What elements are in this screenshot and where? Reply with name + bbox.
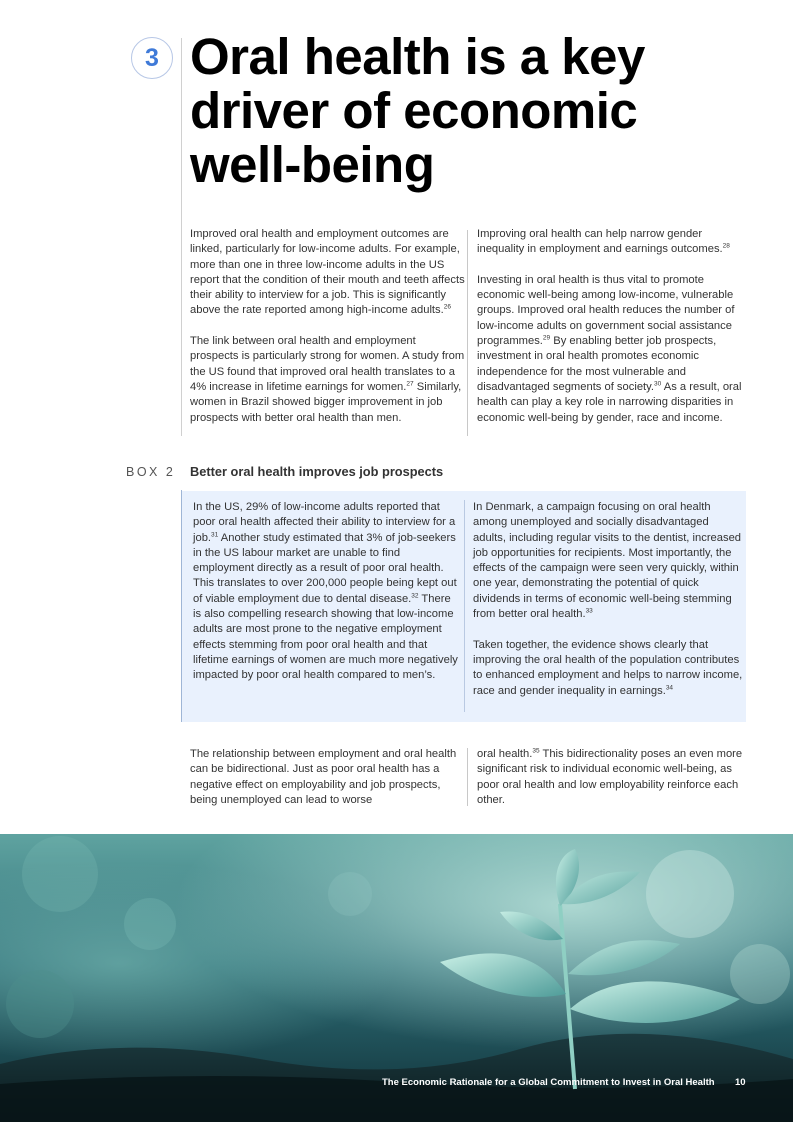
paragraph: Taken together, the evidence shows clearly that improving the oral health of the population contributes to enhanced employment and helps to narrow income, race and gender inequality in earnings.$^{34}$ [473,638,743,697]
paragraph: Investing in oral health is thus vital to promote economic well-being among low-income, vulnerable groups. Improved oral health reduces the number of low-income adults on government social assistance programmes.$^{29}$ By enabling better job prospects, investment in oral health promotes economic independence for the most vulnerable and disadvantaged segments of society.$^{30}$ As a result, oral health can play a key role in narrowing disparities in economic well-being by gender, race and income. [477,273,742,424]
footnote-ref[interactable]: 29 [542,334,551,342]
box-title: Better oral health improves job prospects [190,464,444,479]
footnote-ref[interactable]: 33 [585,607,593,615]
intro-right-column [477,227,752,426]
footnote-ref[interactable]: 28 [722,242,730,250]
chapter-rule [181,38,182,436]
paragraph: oral health.$^{35}$ This bidirectionality poses an even more significant risk to individual economic well-being, as poor oral health and low employability reinforce each other. [477,747,743,806]
closing-left-column [190,747,466,808]
footnote-ref[interactable]: 26 [443,303,451,311]
box-left-column [193,500,459,684]
box-column-divider [464,500,465,712]
page-number: 10 [735,1077,746,1088]
footnote-ref[interactable]: 34 [665,683,674,691]
footnote-ref[interactable]: 27 [406,380,414,388]
box-label: BOX 2 [126,465,176,479]
footer-title: The Economic Rationale for a Global Commitment to Invest in Oral Health [382,1077,715,1088]
closing-right-column [477,747,747,808]
chapter-number-badge: 3 [131,37,173,79]
box-right-column [473,500,743,699]
paragraph: In the US, 29% of low-income adults reported that poor oral health affected their ability to interview for a job.$^{31}$ Another study estimated that 3% of job-seekers in the US labour market are unable to find employment directly as a result of poor oral health. This translates to over 200,000 people being kept out of viable employment due to dental disease.$^{32}$ There is also compelling research showing that low-income adults are most prone to the negative employment effects stemming from poor oral health and that lifetime earnings of women are much more negatively impacted by poor oral health compared to men’s. [193,501,458,682]
paragraph: Improving oral health can help narrow gender inequality in employment and earnings outcomes.$^{28}$ [477,228,730,256]
footnote-ref[interactable]: 31 [211,530,219,538]
paragraph: Improved oral health and employment outcomes are linked, particularly for low-income adults. For example, more than one in three low-income adults in the US report that the condition of their mouth and teeth affects their ability to interview for a job. This is significantly above the rate reported among high-income adults.$^{26}$ [190,228,465,317]
column-divider [467,230,468,436]
footnote-ref[interactable]: 32 [411,592,419,600]
paragraph: The link between oral health and employment prospects is particularly strong for women. A study from the US found that improved oral health translates to a 4% increase in lifetime earnings for women.$^{27}$ Similarly, women in Brazil showed bigger improvement in job prospects with better oral health than men. [190,335,465,424]
intro-left-column [190,227,466,426]
column-divider [467,748,468,806]
footnote-ref[interactable]: 30 [654,380,662,388]
page-title: Oral health is a key driver of economic well-being [190,28,645,193]
footnote-ref[interactable]: 35 [532,747,540,755]
paragraph: In Denmark, a campaign focusing on oral health among unemployed and socially disadvantaged adults, including regular visits to the dentist, increased job opportunities for recipients. Most importantly, the effects of the campaign were seen very quickly, within one year, demonstrating the potential of quick dividends in terms of economic well-being stemming from better oral health.$^{33}$ [473,501,742,621]
paragraph: The relationship between employment and oral health can be bidirectional. Just as poor oral health has a negative effect on employability and job prospects, being unemployed can lead to worse [190,748,457,806]
